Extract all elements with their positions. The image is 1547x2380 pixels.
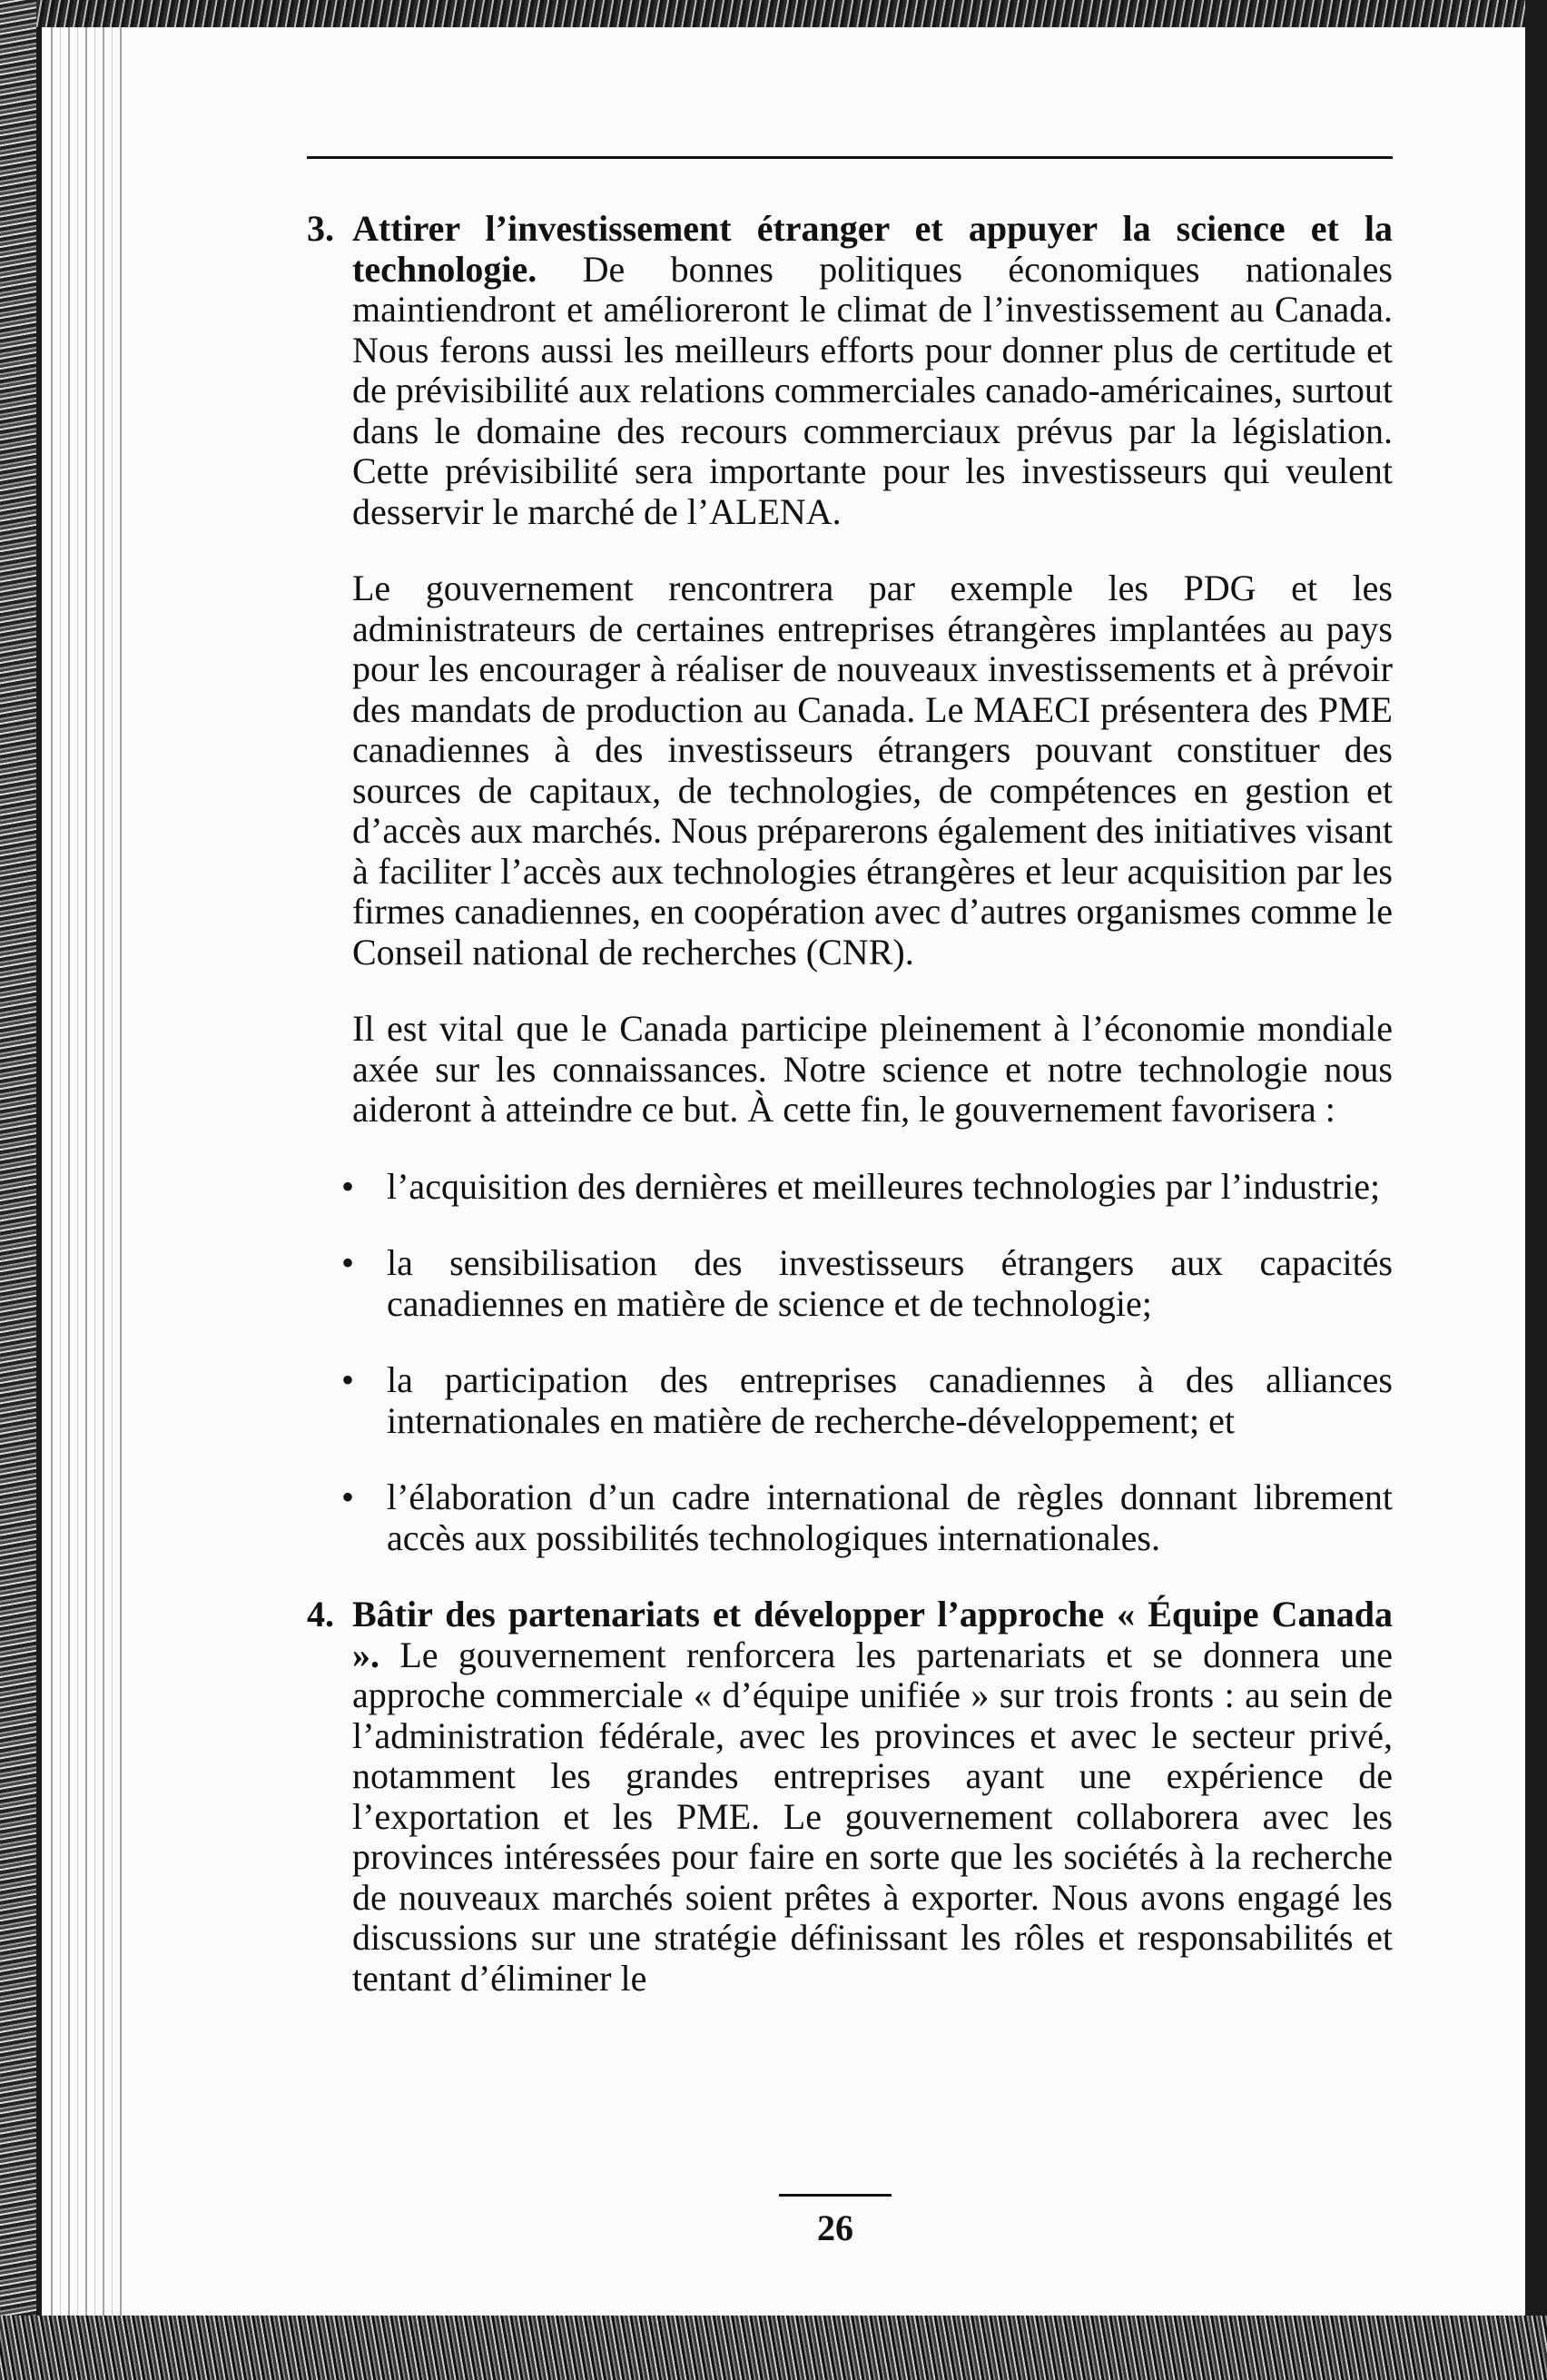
technology-bullet-list [307,1167,1393,1559]
page-binding-shadow [44,27,125,2316]
section-4-heading: Bâtir des partenariats et développer l’approche « Équipe Canada ». [352,1594,1393,1675]
section-4-text: Le gouvernement renforcera les partenariats et se donnera une approche commerciale « d’équipe unifiée » sur trois fronts : au sein de l’administration fédérale, avec les provinces et avec le secteur privé, notamment les grandes entreprises ayant une expérience de l’exportation et les PME. Le gouvernement collaborera avec les provinces intéressées pour faire en sorte que les sociétés à la recherche de nouveaux marchés soient prêtes à exporter. Nous avons engagé les discussions sur une stratégie définissant les rôles et responsabilités et tentant d’éliminer le [352,1634,1393,1999]
page-content [307,209,1393,1999]
list-item [341,1477,1393,1558]
section-3-paragraph-3: Il est vital que le Canada participe pleinement à l’économie mondiale axée sur les connaissances. Notre science et notre technologie nous aideront à atteindre ce but. À cette fin, le gouvernement favorisera : [352,1008,1393,1130]
scan-edge-left [0,0,36,2380]
list-item-text: la sensibilisation des investisseurs étrangers aux capacités canadiennes en matière de science et de technologie; [387,1242,1393,1324]
scan-edge-top [0,0,1547,27]
list-item [341,1167,1393,1208]
section-3 [307,209,1393,532]
page-number: 26 [817,2207,853,2248]
list-item-text: la participation des entreprises canadiennes à des alliances internationales en matière de recherche-développement; et [387,1359,1393,1441]
list-item [341,1360,1393,1441]
bullet-glyph: • [341,1242,355,1283]
list-item [341,1243,1393,1324]
section-4 [307,1595,1393,1999]
section-3-intro-text: De bonnes politiques économiques nationales maintiendront et amélioreront le climat de l’investissement au Canada. Nous ferons aussi les meilleurs efforts pour donner plus de certitude et de prévisibilité aux relations commerciales canado-américaines, surtout dans le domaine des recours commerciaux prévus par la législation. Cette prévisibilité sera importante pour les investisseurs qui veulent desservir le marché de l’ALENA. [352,248,1393,532]
bullet-glyph: • [341,1359,355,1400]
bullet-glyph: • [341,1165,355,1207]
footer-rule [779,2194,892,2197]
header-rule [307,156,1393,159]
section-3-intro [352,209,1393,532]
list-item-text: l’élaboration d’un cadre international de règles donnant librement accès aux possibilités technologiques internationales. [387,1476,1393,1558]
bullet-glyph: • [341,1476,355,1517]
section-3-heading: Attirer l’investissement étranger et appuyer la science et la technologie. [352,208,1393,290]
list-item-text: l’acquisition des dernières et meilleures technologies par l’industrie; [387,1165,1381,1207]
section-3-number: 3. [307,208,334,249]
section-4-number: 4. [307,1594,334,1634]
scan-edge-bottom [0,2316,1547,2380]
section-4-body [352,1595,1393,1999]
scan-edge-right [1525,0,1547,2380]
section-3-paragraph-2: Le gouvernement rencontrera par exemple les PDG et les administrateurs de certaines entreprises étrangères implantées au pays pour les encourager à réaliser de nouveaux investissements et à prévoir des mandats de production au Canada. Le MAECI présentera des PME canadiennes à des investisseurs étrangers pouvant constituer des sources de capitaux, de technologies, de compétences en gestion et d’accès aux marchés. Nous préparerons également des initiatives visant à faciliter l’accès aux technologies étrangères et leur acquisition par les firmes canadiennes, en coopération avec d’autres organismes comme le Conseil national de recherches (CNR). [352,568,1393,973]
